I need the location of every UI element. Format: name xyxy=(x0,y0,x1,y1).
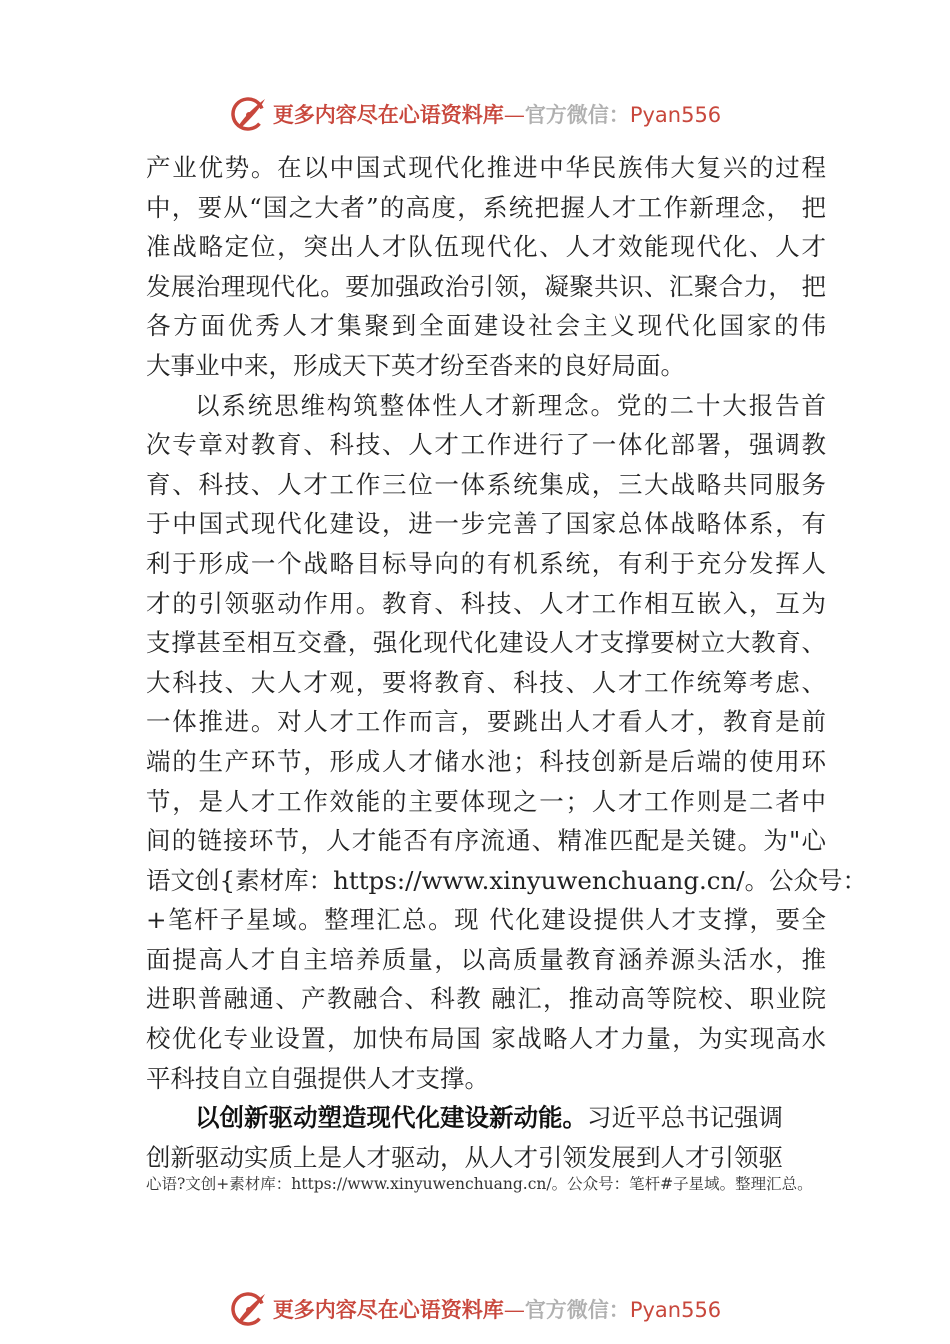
banner-text xyxy=(273,99,721,129)
text-line: 各方面优秀人才集聚到全面建设社会主义现代化国家的伟 xyxy=(146,311,826,341)
text-line: 进职普融通、产教融合、科教 融汇，推动高等院校、职业院 xyxy=(146,984,826,1014)
banner-wechat-label: 官方微信： xyxy=(524,102,630,127)
banner-brand: 更多内容尽在心语资料库 xyxy=(272,1297,504,1322)
text-line: 准战略定位，突出人才队伍现代化、人才效能现代化、人才 xyxy=(146,232,826,262)
document-body xyxy=(146,148,868,1177)
section-heading: 以创新驱动塑造现代化建设新动能。 xyxy=(195,1103,587,1133)
text-line: 大科技、大人才观，要将教育、科技、人才工作统筹考虑、 xyxy=(146,667,826,697)
text-line: 平科技自立自强提供人才支撑。 xyxy=(146,1063,489,1093)
text-line: 大事业中来，形成天下英才纷至沓来的良好局面。 xyxy=(146,350,685,380)
text-line: +笔杆子星域。整理汇总。现 代化建设提供人才支撑，要全 xyxy=(146,905,826,935)
text-line: 语文创{素材库：https://www.xinyuwenchuang.cn/。公众号： xyxy=(146,865,868,895)
text-line: 中，要从“国之大者”的高度，系统把握人才工作新理念， 把 xyxy=(146,192,826,222)
banner-brand: 更多内容尽在心语资料库 xyxy=(272,102,504,127)
footer-banner xyxy=(0,1287,950,1331)
banner-dash: — xyxy=(503,103,525,127)
banner-dash: — xyxy=(503,1298,525,1322)
text-line: 端的生产环节，形成人才储水池；科技创新是后端的使用环 xyxy=(146,746,826,776)
text-line: 以系统思维构筑整体性人才新理念。党的二十大报告首 xyxy=(195,390,826,420)
brush-logo-icon xyxy=(229,94,269,134)
banner-wechat-id: Pyan556 xyxy=(629,1298,722,1322)
text-line: 支撑甚至相互交叠，强化现代化建设人才支撑要树立大教育、 xyxy=(146,628,826,658)
banner-wechat-label: 官方微信： xyxy=(524,1297,630,1322)
brush-logo-icon xyxy=(229,1289,269,1329)
banner-text xyxy=(273,1294,721,1324)
text-line: 一体推进。对人才工作而言，要跳出人才看人才，教育是前 xyxy=(146,707,826,737)
text-line: 面提高人才自主培养质量，以高质量教育涵养源头活水，推 xyxy=(146,944,826,974)
text-line: 创新驱动实质上是人才驱动，从人才引领发展到人才引领驱 xyxy=(146,1142,783,1172)
text-line: 校优化专业设置，加快布局国 家战略人才力量，为实现高水 xyxy=(146,1024,826,1054)
text-line: 育、科技、人才工作三位一体系统集成，三大战略共同服务 xyxy=(146,469,826,499)
text-line: 发展治理现代化。要加强政治引领，凝聚共识、汇聚合力， 把 xyxy=(146,271,826,301)
text-line: 于中国式现代化建设，进一步完善了国家总体战略体系，有 xyxy=(146,509,826,539)
banner-wechat-id: Pyan556 xyxy=(629,103,722,127)
text-line: 节，是人才工作效能的主要体现之一；人才工作则是二者中 xyxy=(146,786,826,816)
source-note: 心语?文创+素材库：https://www.xinyuwenchuang.cn/。公众号：笔杆#子星域。整理汇总。 xyxy=(146,1175,813,1193)
section-heading-line xyxy=(146,1098,826,1138)
section-heading-rest: 习近平总书记强调 xyxy=(587,1103,783,1133)
text-line: 次专章对教育、科技、人才工作进行了一体化部署，强调教 xyxy=(146,430,826,460)
text-line: 利于形成一个战略目标导向的有机系统，有利于充分发挥人 xyxy=(146,548,826,578)
text-line: 才的引领驱动作用。教育、科技、人才工作相互嵌入，互为 xyxy=(146,588,826,618)
text-line: 间的链接环节，人才能否有序流通、精准匹配是关键。为"心 xyxy=(146,826,826,856)
text-line: 产业优势。在以中国式现代化推进中华民族伟大复兴的过程 xyxy=(146,153,826,182)
header-banner xyxy=(0,92,950,136)
